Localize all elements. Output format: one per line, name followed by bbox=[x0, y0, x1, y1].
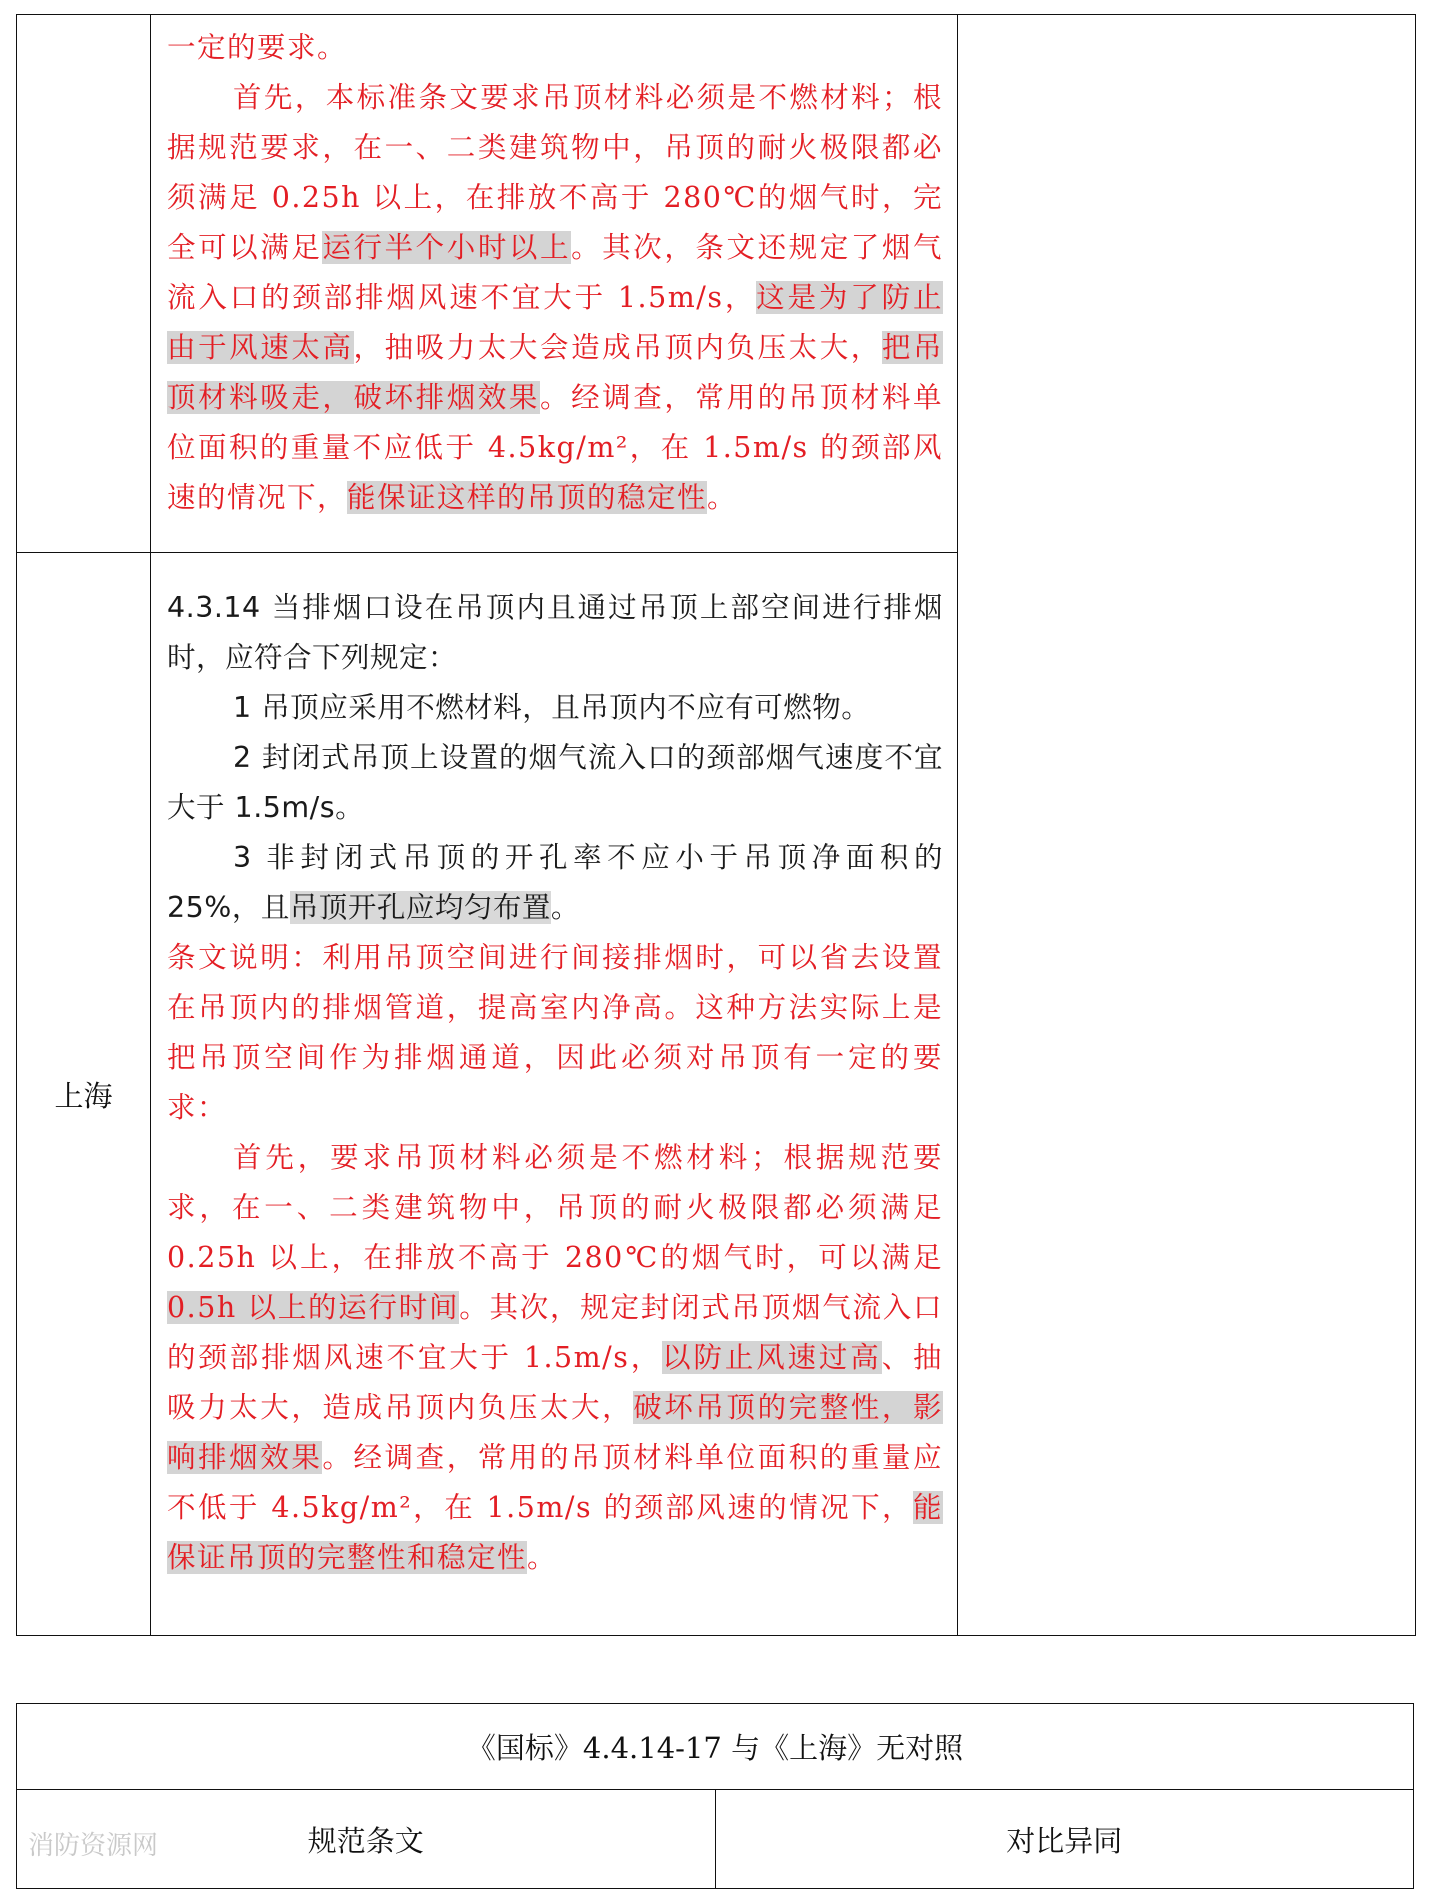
comparison-table bbox=[16, 14, 1416, 1636]
watermark: 消防资源网 bbox=[28, 1831, 159, 1861]
paragraph bbox=[167, 683, 943, 733]
highlighted-text: 这是为了防止由于风速太高 bbox=[167, 281, 943, 364]
text-run: ，抽吸力太大会造成吊顶内负压太大， bbox=[353, 331, 882, 364]
clause-cell bbox=[151, 553, 958, 1636]
commentary-text bbox=[151, 15, 957, 537]
text-run: 。其次，条文还规定了烟气流入口的颈部排烟风速不宜大于 1.5m/s， bbox=[167, 231, 943, 314]
highlighted-text: 以防止风速过高 bbox=[662, 1341, 882, 1374]
text-run: 。经调查，常用的吊顶材料单位面积的重量不应低于 4.5kg/m²，在 1.5m/s 的颈部风速的情况下， bbox=[167, 381, 943, 514]
table-header-row bbox=[17, 1790, 1414, 1889]
paragraph bbox=[167, 933, 943, 1133]
column-header-compare: 对比异同 bbox=[715, 1790, 1414, 1889]
text-run: 4.3.14 当排烟口设在吊顶内且通过吊顶上部空间进行排烟时，应符合下列规定： bbox=[167, 591, 943, 674]
commentary-text bbox=[151, 933, 957, 1597]
paragraph bbox=[167, 23, 943, 73]
highlighted-text: 0.5h 以上的运行时间 bbox=[167, 1291, 460, 1324]
region-cell: 上海 bbox=[17, 553, 151, 1636]
text-run: 。 bbox=[527, 1541, 558, 1574]
text-run: 3 非封闭式吊顶的开孔率不应小于吊顶净面积的 25%，且 bbox=[167, 841, 943, 924]
paragraph bbox=[167, 733, 943, 833]
highlighted-text: 把吊顶材料吸走，破坏排烟效果 bbox=[167, 331, 943, 414]
text-run: 。其次，规定封闭式吊顶烟气流入口的颈部排烟风速不宜大于 1.5m/s， bbox=[167, 1291, 943, 1374]
paragraph bbox=[167, 583, 943, 683]
paragraph bbox=[167, 1133, 943, 1583]
text-run: 。 bbox=[707, 481, 738, 514]
paragraph bbox=[167, 833, 943, 933]
paragraph bbox=[167, 73, 943, 523]
text-run: 。 bbox=[550, 891, 580, 924]
table-row bbox=[17, 15, 1416, 553]
region-cell bbox=[17, 15, 151, 553]
clause-cell bbox=[151, 15, 958, 553]
comparison-cell bbox=[958, 15, 1416, 1636]
text-run: 。经调查，常用的吊顶材料单位面积的重量应不低于 4.5kg/m²，在 1.5m/s 的颈部风速的情况下， bbox=[167, 1441, 943, 1524]
highlighted-text: 破坏吊顶的完整性，影响排烟效果 bbox=[167, 1391, 943, 1474]
text-run: 一定的要求。 bbox=[167, 31, 348, 64]
text-run: 条文说明：利用吊顶空间进行间接排烟时，可以省去设置在吊顶内的排烟管道，提高室内净高。这种方法实际上是把吊顶空间作为排烟通道，因此必须对吊顶有一定的要求： bbox=[167, 941, 943, 1124]
text-run: 首先，要求吊顶材料必须是不燃材料；根据规范要求，在一、二类建筑物中，吊顶的耐火极限都必须满足 0.25h 以上，在排放不高于 280℃的烟气时，可以满足 bbox=[167, 1141, 943, 1274]
no-match-table bbox=[16, 1703, 1414, 1889]
text-run: 首先，本标准条文要求吊顶材料必须是不燃材料；根据规范要求，在一、二类建筑物中，吊顶的耐火极限都必须满足 0.25h 以上，在排放不高于 280℃的烟气时，完全可以满足 bbox=[167, 81, 943, 264]
column-header-clause: 规范条文 bbox=[17, 1790, 716, 1889]
highlighted-text: 运行半个小时以上 bbox=[322, 231, 572, 264]
table-title: 《国标》4.4.14-17 与《上海》无对照 bbox=[17, 1704, 1414, 1790]
highlighted-text: 吊顶开孔应均匀布置 bbox=[289, 891, 551, 924]
text-run: 、抽吸力太大，造成吊顶内负压太大， bbox=[167, 1341, 943, 1424]
highlighted-text: 能保证吊顶的完整性和稳定性 bbox=[167, 1491, 943, 1574]
highlighted-text: 能保证这样的吊顶的稳定性 bbox=[347, 481, 708, 514]
table-row bbox=[17, 1704, 1414, 1790]
text-run: 2 封闭式吊顶上设置的烟气流入口的颈部烟气速度不宜大于 1.5m/s。 bbox=[167, 741, 943, 824]
text-run: 1 吊顶应采用不燃材料，且吊顶内不应有可燃物。 bbox=[233, 691, 871, 724]
clause-text bbox=[151, 553, 957, 933]
